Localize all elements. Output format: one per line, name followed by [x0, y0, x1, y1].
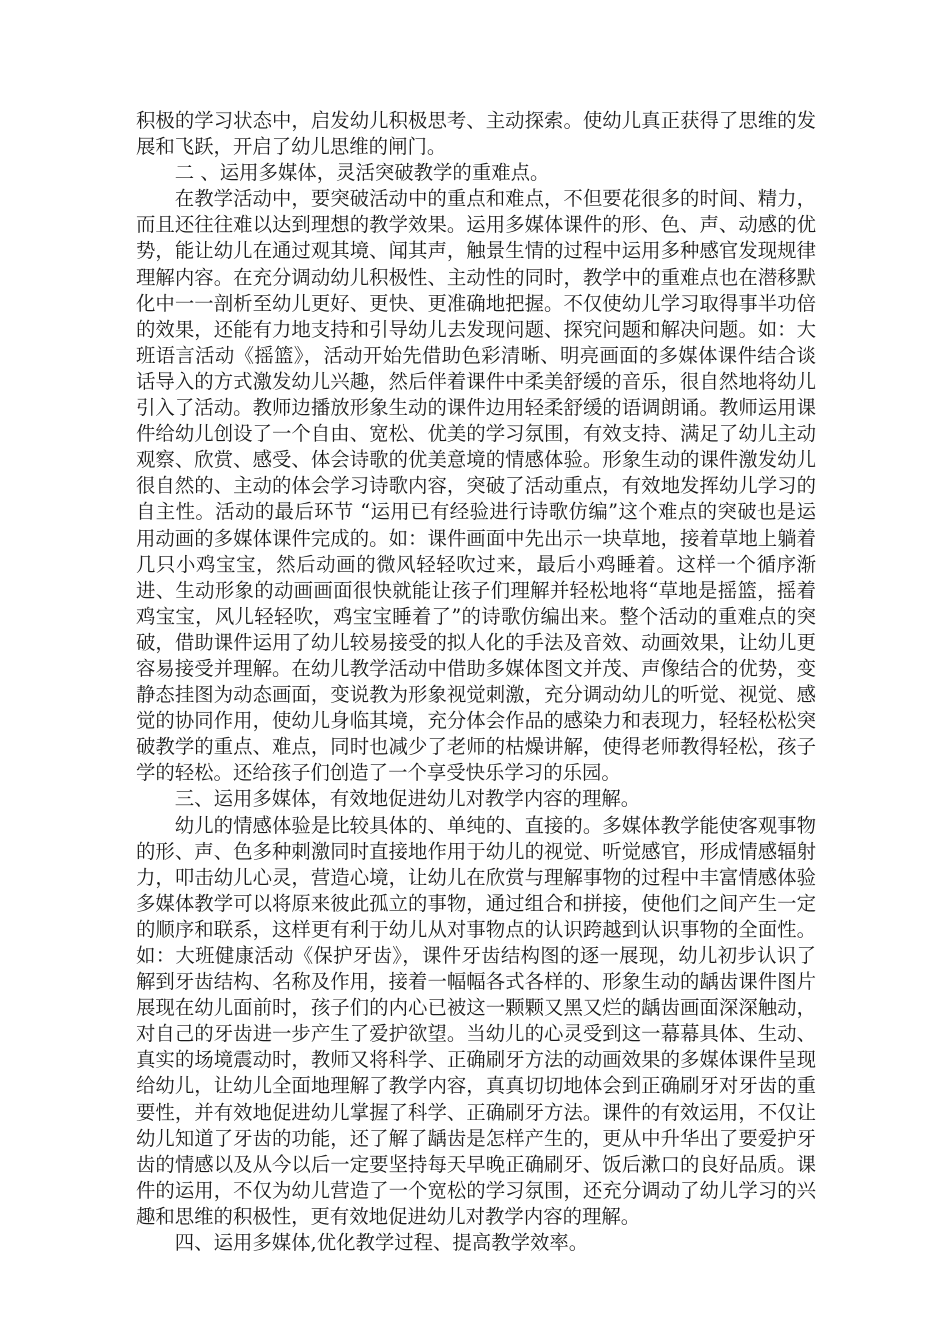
section-heading-2: 二 、运用多媒体，灵活突破教学的重难点。: [174, 161, 550, 185]
paragraph-continuation: 积极的学习状态中，启发幼儿积极思考、主动探索。使幼儿真正获得了思维的发展和飞跃，开启了幼儿思维的闸门。: [136, 109, 816, 159]
section-heading-4: 四、运用多媒体,优化教学过程、提高教学效率。: [174, 1231, 589, 1255]
document-body: [136, 108, 816, 1256]
paragraph-section-2-body: 在教学活动中，要突破活动中的重点和难点，不但要花很多的时间、精力，而且还往往难以达到理想的教学效果。运用多媒体课件的形、色、声、动感的优势，能让幼儿在通过观其境、闻其声，触景生情的过程中运用多种感官发现规律理解内容。在充分调动幼儿积极性、主动性的同时，教学中的重难点也在潜移默化中一一剖析至幼儿更好、更快、更准确地把握。不仅使幼儿学习取得事半功倍的效果，还能有力地支持和引导幼儿去发现问题、探究问题和解决问题。如：大班语言活动《摇篮》，活动开始先借助色彩清晰、明亮画面的多媒体课件结合谈话导入的方式激发幼儿兴趣，然后伴着课件中柔美舒缓的音乐，很自然地将幼儿引入了活动。教师边播放形象生动的课件边用轻柔舒缓的语调朗诵。教师运用课件给幼儿创设了一个自由、宽松、优美的学习氛围，有效支持、满足了幼儿主动观察、欣赏、感受、体会诗歌的优美意境的情感体验。形象生动的课件激发幼儿很自然的、主动的体会学习诗歌内容，突破了活动重点，有效地发挥幼儿学习的自主性。活动的最后环节 “运用已有经验进行诗歌仿编”这个难点的突破也是运用动画的多媒体课件完成的。如：课件画面中先出示一块草地，接着草地上躺着几只小鸡宝宝，然后动画的微风轻轻吹过来，最后小鸡睡着。这样一个循序渐进、生动形象的动画画面很快就能让孩子们理解并轻松地将“草地是摇篮，摇着鸡宝宝，风儿轻轻吹，鸡宝宝睡着了”的诗歌仿编出来。整个活动的重难点的突破，借助课件运用了幼儿较易接受的拟人化的手法及音效、动画效果，让幼儿更容易接受并理解。在幼儿教学活动中借助多媒体图文并茂、声像结合的优势，变静态挂图为动态画面，变说教为形象视觉刺激，充分调动幼儿的听觉、视觉、感觉的协同作用，使幼儿身临其境，充分体会作品的感染力和表现力，轻轻松松突破教学的重点、难点，同时也减少了老师的枯燥讲解，使得老师教得轻松，孩子学的轻松。还给孩子们创造了一个享受快乐学习的乐园。: [136, 187, 816, 785]
section-heading-3: 三、运用多媒体，有效地促进幼儿对教学内容的理解。: [174, 787, 641, 811]
paragraph-section-3-body: 幼儿的情感体验是比较具体的、单纯的、直接的。多媒体教学能使客观事物的形、声、色多种刺激同时直接地作用于幼儿的视觉、听觉感官，形成情感辐射力，叩击幼儿心灵，营造心境，让幼儿在欣赏与理解事物的过程中丰富情感体验多媒体教学可以将原来彼此孤立的事物，通过组合和拼接，使他们之间产生一定的顺序和联系，这样更有利于幼儿从对事物点的认识跨越到认识事物的全面性。如：大班健康活动《保护牙齿》，课件牙齿结构图的逐一展现，幼儿初步认识了解到牙齿结构、名称及作用，接着一幅幅各式各样的、形象生动的龋齿课件图片展现在幼儿面前时，孩子们的内心已被这一颗颗又黑又烂的龋齿画面深深触动，对自己的牙齿进一步产生了爱护欲望。当幼儿的心灵受到这一幕幕具体、生动、真实的场境震动时，教师又将科学、正确刷牙方法的动画效果的多媒体课件呈现给幼儿，让幼儿全面地理解了教学内容，真真切切地体会到正确刷牙对牙齿的重要性，并有效地促进幼儿掌握了科学、正确刷牙方法。课件的有效运用，不仅让幼儿知道了牙齿的功能，还了解了龋齿是怎样产生的，更从中升华出了要爱护牙齿的情感以及从今以后一定要坚持每天早晚正确刷牙、饭后漱口的良好品质。课件的运用，不仅为幼儿营造了一个宽松的学习氛围，还充分调动了幼儿学习的兴趣和思维的积极性，更有效地促进幼儿对教学内容的理解。: [136, 813, 816, 1228]
